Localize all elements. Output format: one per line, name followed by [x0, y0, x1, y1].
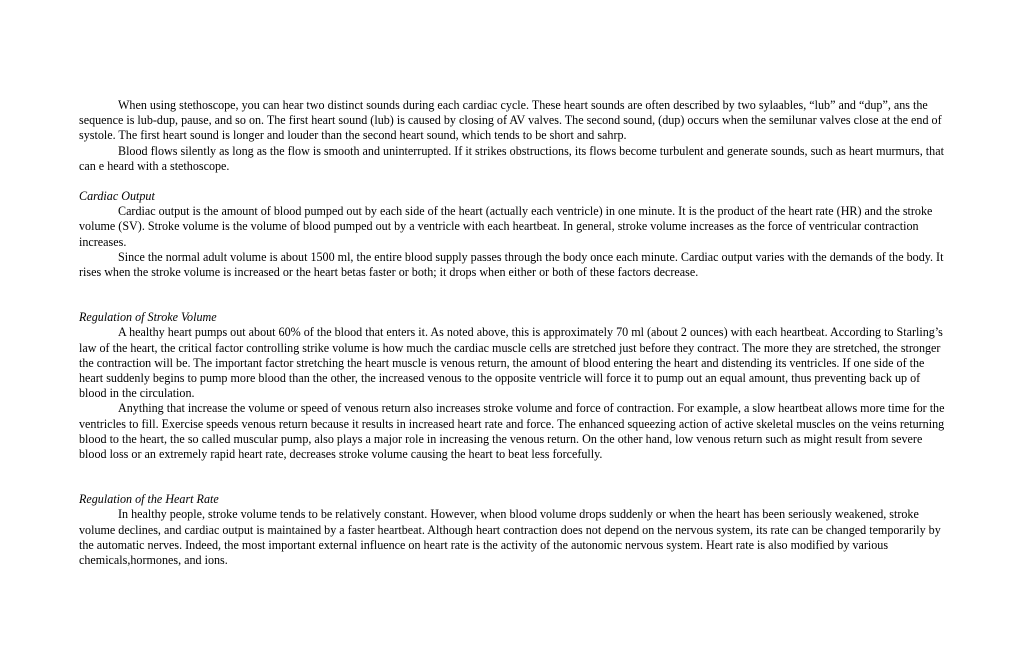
- section-spacer: [79, 462, 947, 492]
- section-spacer: [79, 174, 947, 189]
- heading-regulation-heart-rate: Regulation of the Heart Rate: [79, 492, 219, 507]
- document-page: [79, 98, 947, 568]
- paragraph-cardiac-output-definition: Cardiac output is the amount of blood pumped out by each side of the heart (actually each ventricle) in one minute. It is the product of the heart rate (HR) and the stroke volume (SV). Stroke volume is the volume of blood pumped out by a ventricle with each heartbeat. In general, stroke volume increases as the force of ventricular contraction increases.: [79, 204, 933, 249]
- paragraph-heart-sounds: When using stethoscope, you can hear two distinct sounds during each cardiac cycle. These heart sounds are often described by two sylaables, “lub” and “dup”, ans the sequence is lub-dup, pause, and so on. The first heart sound (lub) is caused by closing of AV valves. The second sound, (dup) occurs when the semilunar valves close at the end of systole. The first heart sound is longer and louder than the second heart sound, which tends to be short and sahrp.: [79, 98, 942, 143]
- paragraph-heart-rate-regulation: In healthy people, stroke volume tends to be relatively constant. However, when blood volume drops suddenly or when the heart has been seriously weakened, stroke volume declines, and cardiac output is maintained by a faster heartbeat. Although heart contraction does not depend on the nervous system, its rate can be changed temporarily by the automatic nerves. Indeed, the most important external influence on heart rate is the activity of the autonomic nervous system. Heart rate is also modified by various chemicals,hormones, and ions.: [79, 507, 941, 568]
- section-spacer: [79, 280, 947, 310]
- heading-regulation-stroke-volume: Regulation of Stroke Volume: [79, 310, 217, 325]
- paragraph-venous-return: Anything that increase the volume or speed of venous return also increases stroke volume and force of contraction. For example, a slow heartbeat allows more time for the ventricles to fill. Exercise speeds venous return because it results in increased heart rate and force. The enhanced squeezing action of active skeletal muscles on the veins returning blood to the heart, the so called muscular pump, also plays a major role in increasing the venous return. On the other hand, low venous return such as might result from severe blood loss or an extremely rapid heart rate, decreases stroke volume causing the heart to beat less forcefully.: [79, 401, 945, 462]
- heading-cardiac-output: Cardiac Output: [79, 189, 155, 204]
- paragraph-starling-law: A healthy heart pumps out about 60% of the blood that enters it. As noted above, this is approximately 70 ml (about 2 ounces) with each heartbeat. According to Starling’s law of the heart, the critical factor controlling strike volume is how much the cardiac muscle cells are stretched just before they contract. The more they are stretched, the stronger the contraction will be. The important factor stretching the heart muscle is venous return, the amount of blood entering the heart and distending its ventricles. If one side of the heart suddenly begins to pump more blood than the other, the increased venous to the opposite ventricle will force it to pump out an equal amount, thus preventing back up of blood in the circulation.: [79, 325, 943, 401]
- paragraph-cardiac-output-variation: Since the normal adult volume is about 1500 ml, the entire blood supply passes through the body once each minute. Cardiac output varies with the demands of the body. It rises when the stroke volume is increased or the heart betas faster or both; it drops when either or both of these factors decrease.: [79, 249, 944, 280]
- paragraph-blood-flow: Blood flows silently as long as the flow is smooth and uninterrupted. If it strikes obstructions, its flows become turbulent and generate sounds, such as heart murmurs, that can e heard with a stethoscope.: [79, 143, 944, 173]
